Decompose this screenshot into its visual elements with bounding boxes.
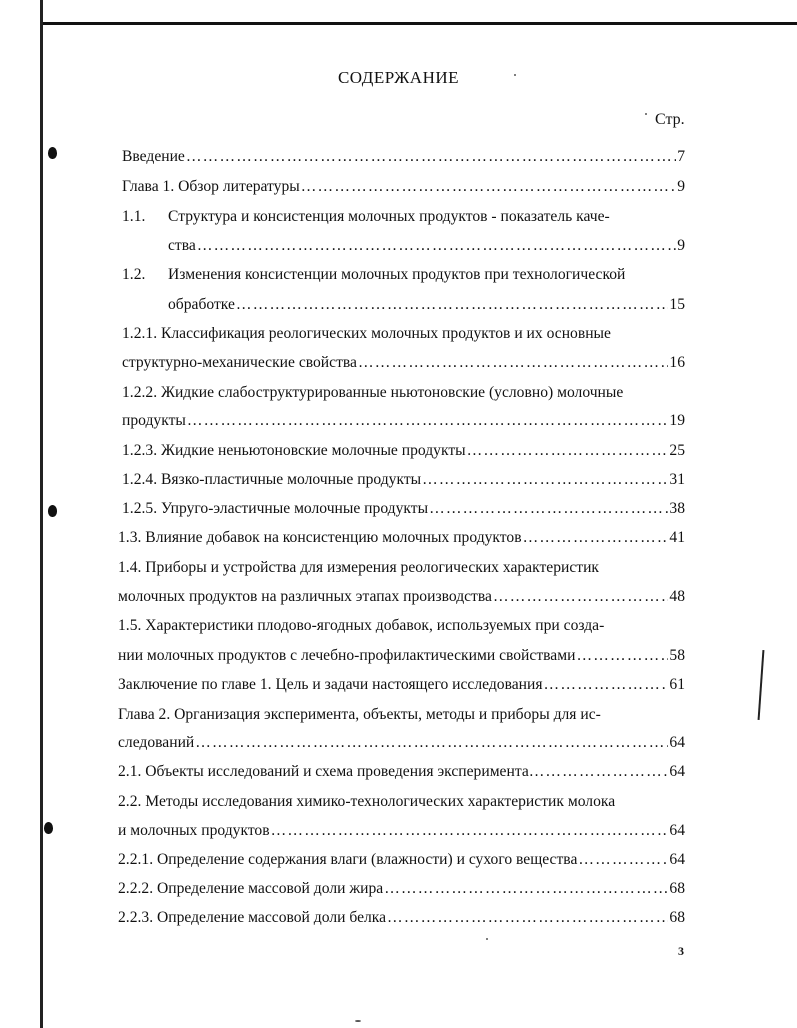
leader-dots	[545, 762, 668, 782]
toc-entry-1-2-continuation: обработке ……………………………………………………………………………………………………………………………………………………………………… 15	[168, 295, 685, 315]
scan-speck	[514, 74, 516, 76]
leader-dots	[358, 353, 668, 373]
leader-dots	[467, 441, 669, 461]
toc-entry-2-2-3: 2.2.3. Определение массовой доли белка ……………………………………………………………………………………………………………………………………………………………………… 68	[118, 908, 685, 928]
leader-dots	[429, 499, 668, 519]
toc-entry-1-4: 1.4. Приборы и устройства для измерения реологических характеристик	[118, 559, 600, 576]
toc-page: 38	[669, 500, 685, 517]
toc-entry-1-3: 1.3. Влияние добавок на консистенцию молочных продуктов ……………………………………………………………………………………………………………………………………………………………………… 41	[118, 528, 685, 548]
footer-page-number: 3	[678, 944, 684, 958]
toc-page: 15	[669, 296, 685, 313]
toc-entry-1-2-5: 1.2.5. Упруго-эластичные молочные продукты ……………………………………………………………………………………………………………………………………………………………………… 38	[122, 499, 685, 519]
leader-dots	[186, 147, 676, 167]
toc-entry-1-1: 1.1. Структура и консистенция молочных продуктов - показатель каче-	[122, 208, 610, 225]
scan-speck	[486, 938, 488, 940]
toc-number: 1.2.	[122, 266, 146, 283]
toc-entry-chapter-1: Глава 1. Обзор литературы ……………………………………………………………………………………………………………………………………………………………………… 9	[122, 177, 685, 197]
leader-dots	[301, 177, 676, 197]
toc-page: 19	[669, 412, 685, 429]
leader-dots	[197, 236, 676, 256]
toc-page: 58	[669, 647, 685, 664]
toc-entry-2-1: 2.1. Объекты исследований и схема проведения эксперимента… ……………………………………………………………………………………………………………………………………………………………………… 64	[118, 762, 685, 782]
toc-entry-2-2-2: 2.2.2. Определение массовой доли жира ……………………………………………………………………………………………………………………………………………………………………… 68	[118, 879, 685, 899]
toc-page: 31	[669, 471, 685, 488]
toc-page: 9	[677, 178, 685, 195]
toc-entry-introduction: Введение ……………………………………………………………………………………………………………………………………………………………………… 7	[122, 147, 685, 167]
toc-page: 41	[669, 529, 685, 546]
toc-entry-1-2-2-continuation: продукты ……………………………………………………………………………………………………………………………………………………………………… 19	[122, 411, 685, 431]
toc-entry-1-4-continuation: молочных продуктов на различных этапах производства ……………………………………………………………………………………………………………………………………………………………………… 48	[118, 587, 685, 607]
toc-entry-1-2-4: 1.2.4. Вязко-пластичные молочные продукты ……………………………………………………………………………………………………………………………………………………………………… 31	[122, 470, 685, 490]
toc-entry-2-2-continuation: и молочных продуктов ……………………………………………………………………………………………………………………………………………………………………… 64	[118, 821, 685, 841]
leader-dots	[493, 587, 668, 607]
scan-mark	[48, 505, 57, 517]
toc-entry-2-2: 2.2. Методы исследования химико-технологических характеристик молока	[118, 793, 616, 810]
toc-page: 64	[669, 851, 685, 868]
toc-page: 7	[677, 148, 685, 165]
toc-page: 48	[669, 588, 685, 605]
toc-page: 25	[669, 442, 685, 459]
toc-page: 64	[669, 734, 685, 751]
toc-entry-1-2-3: 1.2.3. Жидкие неньютоновские молочные продукты ……………………………………………………………………………………………………………………………………………………………………… 25	[122, 441, 685, 461]
leader-dots	[387, 908, 668, 928]
leader-dots	[576, 646, 668, 666]
toc-page: 68	[669, 909, 685, 926]
toc-entry-chapter-1-conclusion: Заключение по главе 1. Цель и задачи настоящего исследования ……………………………………………………………………………………………………………………………………………………………………… 61	[118, 675, 685, 695]
toc-entry-2-2-1: 2.2.1. Определение содержания влаги (влажности) и сухого вещества ……………………………………………………………………………………………………………………………………………………………………… 64	[118, 850, 685, 870]
toc-entry-1-2-1: 1.2.1. Классификация реологических молочных продуктов и их основные	[122, 325, 611, 342]
toc-entry-1-5-continuation: нии молочных продуктов с лечебно-профилактическими свойствами ……………………………………………………………………………………………………………………………………………………………………… 58	[118, 646, 685, 666]
leader-dots	[422, 470, 668, 490]
scan-speck	[355, 1020, 361, 1022]
toc-page: 64	[669, 763, 685, 780]
scan-mark	[44, 822, 53, 834]
toc-entry-chapter-2: Глава 2. Организация эксперимента, объекты, методы и приборы для ис-	[118, 706, 601, 723]
leader-dots	[544, 675, 669, 695]
leader-dots	[187, 411, 669, 431]
leader-dots	[578, 850, 668, 870]
toc-entry-1-2: 1.2. Изменения консистенции молочных продуктов при технологической	[122, 266, 626, 283]
page-title: СОДЕРЖАНИЕ	[337, 68, 460, 87]
toc-page: 61	[669, 676, 685, 693]
scan-mark	[48, 147, 57, 159]
leader-dots	[523, 528, 669, 548]
toc-entry-chapter-2-continuation: следований ……………………………………………………………………………………………………………………………………………………………………… 64	[118, 733, 685, 753]
toc-page: 68	[669, 880, 685, 897]
page-column-label: Стр.	[655, 111, 685, 128]
leader-dots	[271, 821, 669, 841]
scan-speck	[645, 113, 647, 115]
leader-dots	[236, 295, 669, 315]
toc-page: 16	[669, 354, 685, 371]
toc-page: 9	[677, 237, 685, 254]
toc-page: 64	[669, 822, 685, 839]
toc-number: 1.1.	[122, 208, 146, 225]
toc-entry-1-2-1-continuation: структурно-механические свойства ……………………………………………………………………………………………………………………………………………………………………… 16	[122, 353, 685, 373]
toc-entry-1-1-continuation: ства ……………………………………………………………………………………………………………………………………………………………………… 9	[168, 236, 685, 256]
toc-entry-1-5: 1.5. Характеристики плодово-ягодных добавок, используемых при созда-	[118, 617, 605, 634]
leader-dots	[384, 879, 668, 899]
toc-entry-1-2-2: 1.2.2. Жидкие слабоструктурированные ньютоновские (условно) молочные	[122, 384, 624, 401]
leader-dots	[195, 733, 668, 753]
